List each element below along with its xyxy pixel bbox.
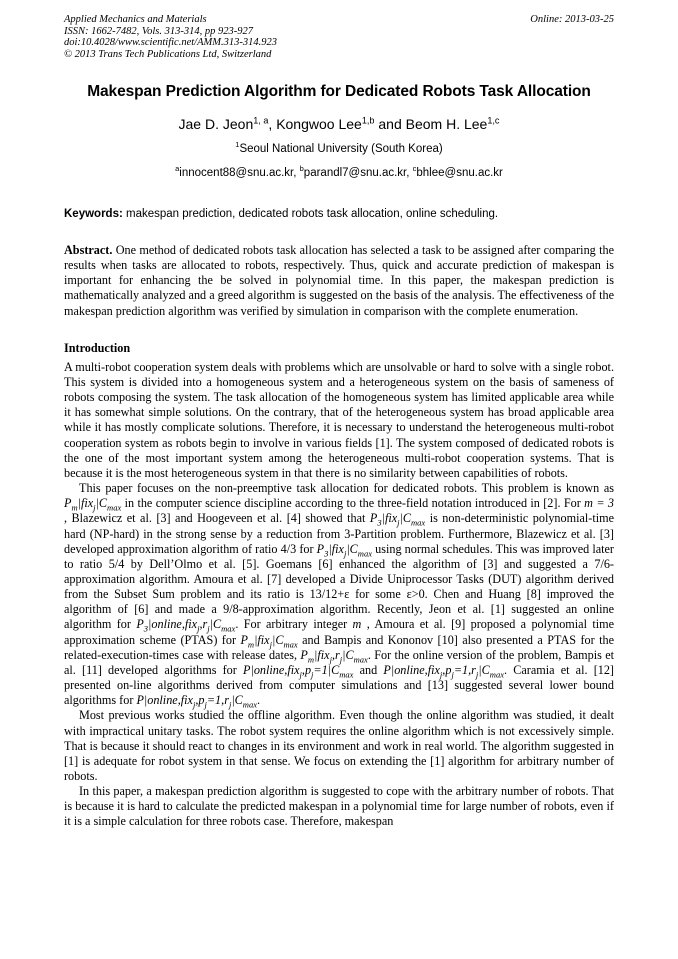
math-notation: $P_m|fix_j|C_{max}$: [240, 632, 298, 650]
author-2-sup: 1,b: [361, 115, 375, 126]
abstract-text: One method of dedicated robots task allocation has selected a task to be assigned after comparing the results when tasks are allocated to robots, respectively. Thus, quick and accurate prediction of makespan is important for enhancing the be solved in polynomial time. In this paper, the makespan prediction is mathematically analyzed and a greed algorithm is suggested on the basis of the analysis. The effectiveness of the makespan prediction algorithm was verified by simulation in comparison with the complete enumeration.: [64, 243, 614, 318]
math-notation: $P_3|fix_j|C_{max}$: [369, 511, 426, 528]
math-notation: $P_m|fix_j,r_j|C_{max}$: [300, 647, 368, 665]
author-1-sup: 1, a: [253, 115, 269, 126]
keywords-text: makespan prediction, dedicated robots task allocation, online scheduling.: [122, 208, 499, 220]
email-a: innocent88@snu.ac.kr,: [179, 167, 300, 179]
issn-line: ISSN: 1662-7482, Vols. 313-314, pp 923-927: [64, 25, 253, 37]
email-b-sup: b: [299, 164, 304, 174]
intro-paragraph-4: In this paper, a makespan prediction algorithm is suggested to cope with the arbitrary number of robots. That is because it is hard to calculate the predicted makespan in a polynomial time for large number of robots, even if it is a simple calculation for three robots case. Therefore, makespan: [64, 784, 614, 829]
text-run: , Blazewicz et al. [3] and Hoogeveen et al. [4] showed that: [64, 511, 370, 526]
email-list: [64, 166, 614, 180]
text-run: , Amoura et al. [9] proposed a polynomial time approximation scheme (PTAS) for: [64, 617, 614, 647]
author-3: Beom H. Lee: [405, 116, 488, 132]
text-run: . For the online version of the problem, Bampis et al. [11] developed algorithms for: [64, 647, 614, 677]
affiliation-text: Seoul National University (South Korea): [239, 143, 443, 155]
text-run: This paper focuses on the non-preemptive task allocation for dedicated robots. This problem is known as: [79, 481, 614, 496]
email-c: bhlee@snu.ac.kr: [416, 167, 503, 179]
text-run: and: [353, 662, 384, 677]
text-run: using normal schedules. This was improved later to ratio 5/4 by Dell’Olmo et al. [5]. Goemans [6] enhanced the algorithm of [3] and suggested a 7/6-approximation algorithm. Amoura et al. [7] developed a Divide Uniprocessor Tasks (DUT) algorithm derived from the Subset Sum problem and its ratio is 13/12+ε for some ε>0. Chen and Huang [8] improved the algorithm of [6] and made a 9/8-approximation algorithm. Recently, Jeon et al. [1] suggested an online algorithm for: [64, 541, 614, 632]
text-run: in the computer science discipline according to the three-field notation introduced in [2]. For: [121, 496, 585, 511]
copyright-line: © 2013 Trans Tech Publications Ltd, Switzerland: [64, 48, 272, 60]
keywords-label: Keywords:: [64, 208, 123, 220]
email-a-sup: a: [175, 164, 180, 174]
affiliation: [64, 142, 614, 156]
author-3-sup: 1,c: [487, 115, 500, 126]
abstract: [64, 243, 614, 319]
math-notation: $P_3|online,fix_j,r_j|C_{max}$: [136, 617, 236, 634]
online-date: Online: 2013-03-25: [530, 14, 614, 25]
text-run: . Caramia et al. [12] presented on-line algorithms derived from computer simulations and [13] suggested several lower bound algorithms for: [64, 662, 614, 708]
keywords: [64, 207, 614, 221]
text-run: is non-deterministic polynomial-time hard (NP-hard) in the strong sense by a reduction from 3-Partition problem. Furthermore, Blazewicz et al. [3] developed approximation algorithm of ratio 4/3 for: [64, 511, 614, 556]
math-notation: $P|online,fix_j,p_j=1|C_{max}$: [243, 662, 354, 680]
paper-title: Makespan Prediction Algorithm for Dedicated Robots Task Allocation: [87, 83, 591, 100]
intro-paragraph-3: Most previous works studied the offline algorithm. Even though the online algorithm was studied, it dealt with impractical unitary tasks. The robot system requires the online algorithm which is not excessively simple. That is because it should react to changes in its environment and work in real world. The algorithm suggested in [1] is adequate for robot system in that sense. We focus on extending the [1] algorithm for arbitrary number of robots.: [64, 708, 614, 783]
email-b: parandl7@snu.ac.kr,: [303, 167, 413, 179]
author-list: [64, 115, 614, 133]
abstract-label: Abstract.: [64, 243, 113, 257]
author-sep: and: [374, 116, 406, 132]
math-notation: $P|online,fix_j,p_j=1,r_j|C_{max}$: [383, 662, 504, 680]
email-c-sup: c: [412, 164, 417, 174]
math-notation: $P_3|fix_j|C_{max}$: [316, 541, 373, 559]
doi-line: doi:10.4028/www.scientific.net/AMM.313-314.923: [64, 37, 277, 48]
author-1: Jae D. Jeon: [178, 116, 254, 132]
author-sep: ,: [268, 116, 277, 132]
text-run: .: [257, 693, 261, 708]
math-notation: $P|online,fix_j,p_j=1,r_j|C_{max}$: [136, 693, 258, 710]
section-heading-introduction: Introduction: [64, 340, 131, 355]
math-m3: m = 3: [584, 496, 614, 511]
journal-header: [64, 14, 614, 60]
text-run: and Bampis and Kononov [10] also presented a PTAS for the related-execution-times case with release dates,: [64, 632, 614, 662]
affiliation-sup: 1: [235, 140, 240, 150]
intro-paragraph-1: A multi-robot cooperation system deals with problems which are unsolvable or hard to solve with a single robot. This system is divided into a homogeneous system and a heterogeneous system on the basis of sameness of robots composing the system. The task allocation of the homogeneous system has limited applicable area while it has somewhat simple solutions. On the contrary, that of the heterogeneous system has broad applicable area while it has mostly complicate solutions. Therefore, it is necessary to understand the heterogeneous multi-robot cooperation system as robots begin to involve in various fields [1]. The system composed of dedicated robots is the one of the most important system among the heterogeneous multi-robot cooperation systems. That is because it is the most heterogeneous system in that there is no similarity between capabilities of robots.: [64, 359, 614, 480]
math-notation: $P_m|fix_j|C_{max}$: [64, 496, 122, 513]
intro-paragraph-2: [64, 481, 614, 708]
author-2: Kongwoo Lee: [276, 116, 362, 132]
text-run: . For arbitrary integer: [235, 617, 353, 632]
math-m: m: [352, 617, 362, 632]
journal-name: Applied Mechanics and Materials: [64, 14, 207, 25]
